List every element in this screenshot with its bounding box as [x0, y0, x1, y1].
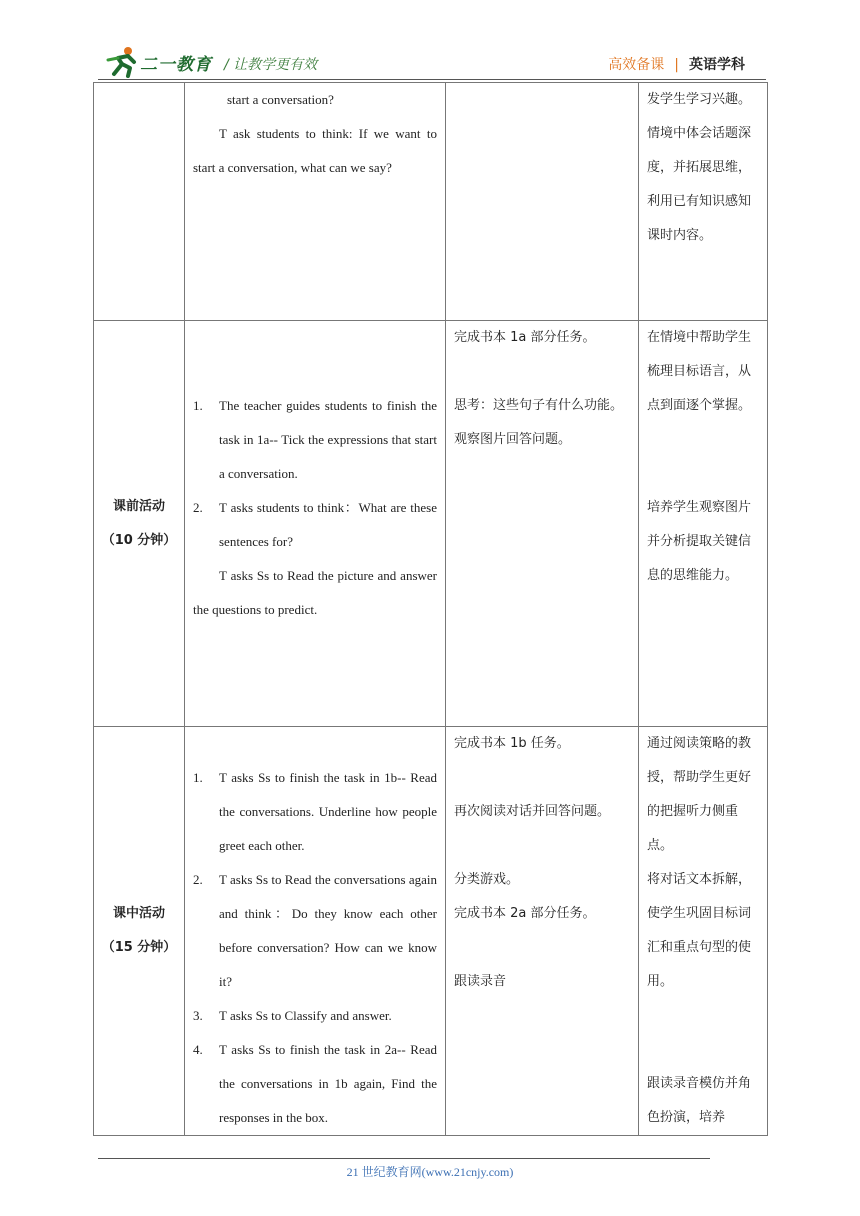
logo: [106, 46, 224, 78]
header-divider: [98, 79, 766, 80]
stage-cell: [94, 727, 185, 1136]
item-number: 2.: [193, 500, 203, 515]
purpose-text: 情境中体会话题深度，并拓展思维，利用已有知识感知课时内容。: [647, 126, 752, 243]
stage-time: （15 分钟）: [101, 940, 177, 955]
header-label: 高效备课: [608, 57, 665, 73]
list-item: [193, 389, 437, 491]
lesson-table: [93, 82, 768, 1136]
list-item: [193, 761, 437, 863]
stage-time: （10 分钟）: [101, 532, 177, 548]
purpose-text: 通过阅读策略的教授，帮助学生更好的把握听力侧重点。: [647, 736, 752, 853]
header-slogan: / 让教学更有效: [224, 57, 318, 73]
student-text: 再次阅读对话并回答问题。: [454, 804, 611, 819]
purpose-cell: [639, 83, 768, 321]
page-header: [0, 0, 860, 90]
purpose-text: 在情境中帮助学生梳理目标语言，从点到面逐个掌握。: [647, 330, 752, 413]
student-text: 完成书本 1a 部分任务。: [454, 330, 596, 345]
item-number: 1.: [193, 770, 203, 785]
stage-cell: [94, 83, 185, 321]
purpose-cell: [639, 727, 768, 1136]
page-footer: 21 世纪教育网(www.21cnjy.com): [346, 1165, 514, 1179]
item-text: T asks Ss to Classify and answer.: [219, 1008, 392, 1023]
footer-divider: [98, 1158, 710, 1159]
student-cell: [446, 727, 639, 1136]
table-row: [94, 727, 768, 1136]
stage-label: 课前活动: [112, 498, 165, 514]
purpose-cell: [639, 321, 768, 727]
item-text: T asks Ss to finish the task in 2a-- Read the conversations in 1b again, Find the responses in the box.: [219, 1042, 437, 1125]
purpose-text: 培养学生观察图片并分析提取关键信息的思维能力。: [647, 500, 752, 583]
teacher-cell: [185, 83, 446, 321]
list-item: [193, 1033, 437, 1135]
logo-text: 二一教育: [140, 55, 212, 75]
table-row: [94, 321, 768, 727]
student-text: 完成书本 1b 任务。: [454, 736, 570, 751]
list-item: [193, 491, 437, 559]
teacher-cell: [185, 727, 446, 1136]
teacher-line: T asks Ss to Read the picture and answer the questions to predict.: [193, 568, 437, 617]
item-text: T asks students to think：What are these sentences for?: [219, 500, 437, 549]
student-cell: [446, 83, 639, 321]
item-number: 1.: [193, 398, 203, 413]
student-cell: [446, 321, 639, 727]
item-text: T asks Ss to Read the conversations again and think：Do they know each other before conversation? How can we know it?: [219, 872, 437, 989]
item-text: The teacher guides students to finish the task in 1a-- Tick the expressions that start a conversation.: [219, 398, 437, 481]
list-item: [193, 999, 437, 1033]
purpose-text: 发学生学习兴趣。: [647, 92, 752, 107]
purpose-text: 跟读录音模仿并角色扮演，培养: [647, 1076, 752, 1125]
header-right: [608, 54, 745, 74]
item-number: 3.: [193, 1008, 203, 1023]
item-number: 2.: [193, 872, 203, 887]
header-subject: 英语学科: [689, 57, 745, 73]
stage-label: 课中活动: [112, 906, 165, 921]
stage-cell: [94, 321, 185, 727]
item-number: 4.: [193, 1042, 203, 1057]
item-text: T asks Ss to finish the task in 1b-- Read the conversations. Underline how people greet each other.: [219, 770, 437, 853]
student-text: 分类游戏。: [454, 872, 520, 887]
teacher-line: T ask students to think: If we want to start a conversation, what can we say?: [193, 126, 437, 175]
student-text: 完成书本 2a 部分任务。: [454, 906, 596, 921]
student-text: 跟读录音: [454, 974, 507, 989]
student-text: 思考：这些句子有什么功能。: [454, 398, 624, 413]
table-row: [94, 83, 768, 321]
purpose-text: 将对话文本拆解，使学生巩固目标词汇和重点句型的使用。: [647, 872, 752, 989]
header-separator: |: [674, 57, 679, 73]
teacher-line: start a conversation?: [227, 92, 334, 107]
teacher-cell: [185, 321, 446, 727]
runner-logo-icon: [106, 46, 142, 78]
list-item: [193, 863, 437, 999]
student-text: 观察图片回答问题。: [454, 432, 572, 447]
